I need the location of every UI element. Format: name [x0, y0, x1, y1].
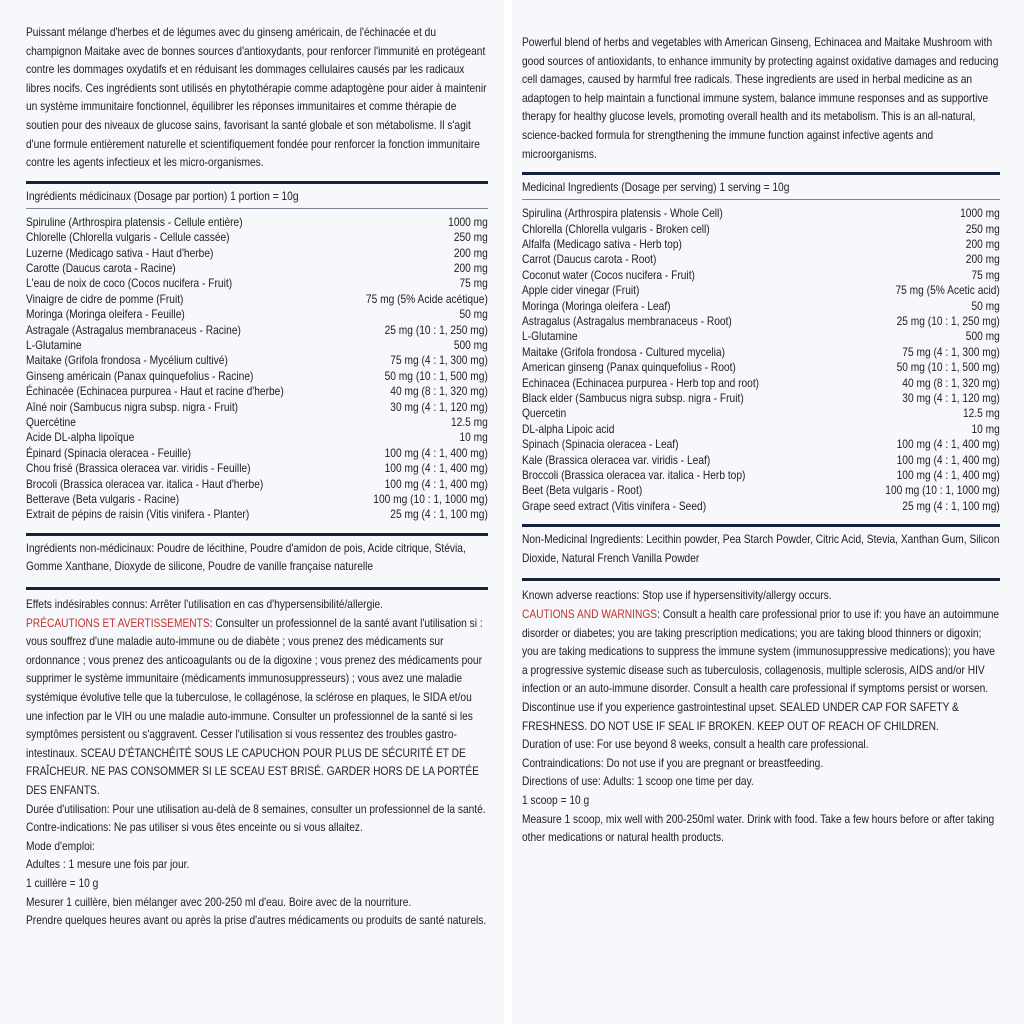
section-rule	[522, 578, 1000, 581]
ingredient-row	[26, 230, 488, 245]
ingredient-name: Grape seed extract (Vitis vinifera - Seed)	[522, 499, 707, 513]
ingredient-name: Carrot (Daucus carota - Root)	[522, 253, 657, 267]
section-rule	[26, 533, 488, 536]
ingredient-dose: 100 mg (4 : 1, 400 mg)	[384, 446, 488, 460]
french-label-panel	[0, 0, 504, 1024]
section-rule-thin	[522, 199, 1000, 200]
ingredient-dose: 200 mg	[965, 237, 1000, 251]
measure-en: Measure 1 scoop, mix well with 200-250ml water. Drink with food. Take a few hours before or after taking other medications or natural health products.	[522, 812, 995, 845]
ingredient-name: American ginseng (Panax quinquefolius - Root)	[522, 361, 736, 375]
ingredients-list-fr	[26, 215, 488, 523]
ingredient-name: Luzerne (Medicago sativa - Haut d'herbe)	[26, 246, 214, 260]
ingredient-dose: 500 mg	[965, 330, 1000, 344]
section-rule	[26, 587, 488, 590]
ingredient-dose: 25 mg (4 : 1, 100 mg)	[902, 499, 1000, 513]
ingredient-dose: 100 mg (4 : 1, 400 mg)	[384, 462, 488, 476]
ingredient-dose: 75 mg (4 : 1, 300 mg)	[902, 345, 1000, 359]
ingredient-row	[522, 329, 1000, 344]
ingredient-row	[522, 468, 1000, 483]
ingredient-dose: 200 mg	[453, 246, 488, 260]
ingredient-name: Échinacée (Echinacea purpurea - Haut et racine d'herbe)	[26, 385, 284, 399]
ingredient-name: Maitake (Grifola frondosa - Mycélium cultivé)	[26, 354, 228, 368]
ingredient-row	[522, 283, 1000, 298]
ingredient-row	[26, 507, 488, 522]
ingredient-dose: 40 mg (8 : 1, 320 mg)	[902, 376, 1000, 390]
ingredient-name: Chlorella (Chlorella vulgaris - Broken cell)	[522, 222, 710, 236]
ingredient-row	[522, 360, 1000, 375]
english-label-panel	[512, 0, 1024, 1024]
scoop-fr: 1 cuillère = 10 g	[26, 876, 99, 890]
adults-fr: Adultes : 1 mesure une fois par jour.	[26, 858, 190, 872]
ingredient-row	[522, 406, 1000, 421]
ingredients-list-en	[522, 206, 1000, 514]
ingredient-dose: 30 mg (4 : 1, 120 mg)	[902, 392, 1000, 406]
caution-label-fr: PRÉCAUTIONS ET AVERTISSEMENTS	[26, 616, 210, 630]
ingredient-dose: 50 mg (10 : 1, 500 mg)	[384, 369, 488, 383]
ingredient-row	[26, 323, 488, 338]
duration-fr: Durée d'utilisation: Pour une utilisation au-delà de 8 semaines, consulter un professionnel de la santé.	[26, 802, 486, 816]
ingredient-row	[26, 415, 488, 430]
ingredient-row	[26, 292, 488, 307]
ingredient-name: Aîné noir (Sambucus nigra subsp. nigra - Fruit)	[26, 400, 239, 414]
adverse-reactions-fr: Effets indésirables connus: Arrêter l'utilisation en cas d'hypersensibilité/allergie.	[26, 598, 384, 612]
ingredient-name: Épinard (Spinacia oleracea - Feuille)	[26, 446, 192, 460]
section-rule	[522, 524, 1000, 527]
ingredient-row	[522, 237, 1000, 252]
ingredient-row	[522, 483, 1000, 498]
non-medicinal-en: Non-Medicinal Ingredients: Lecithin powder, Pea Starch Powder, Citric Acid, Stevia, Xanthan Gum, Silicon Dioxide, Natural French Vanilla Powder	[522, 533, 1000, 565]
ingredient-name: Astragalus (Astragalus membranaceus - Root)	[522, 315, 732, 328]
ingredient-name: Acide DL-alpha lipoïque	[26, 431, 135, 445]
intro-paragraph-en: Powerful blend of herbs and vegetables with American Ginseng, Echinacea and Maitake Mushroom with good sources of antioxidants, to enhance immunity by protecting against oxidative damages and reducing cell damages, caused by harmful free radicals. These ingredients are used in herbal medicine as an adaptogen to help maintain a functional immune system, balance immune responses and as supportive therapy for healthy glucose levels, promoting overall health and its metabolism. This is an all-natural, science-backed formula for strengthening the immune function against infective agents and microorganisms.	[522, 36, 999, 161]
ingredient-dose: 500 mg	[453, 339, 488, 352]
hours-fr: Prendre quelques heures avant ou après la prise d'autres médicaments ou produits de santé naturels.	[26, 914, 487, 928]
ingredient-name: Coconut water (Cocos nucifera - Fruit)	[522, 268, 695, 282]
ingredient-row	[26, 307, 488, 322]
ingredient-row	[26, 477, 488, 492]
ingredient-row	[522, 252, 1000, 267]
warnings-block-fr	[26, 596, 488, 931]
ingredient-name: Chou frisé (Brassica oleracea var. viridis - Feuille)	[26, 462, 251, 476]
ingredient-name: Beet (Beta vulgaris - Root)	[522, 484, 643, 498]
non-medicinal-fr: Ingrédients non-médicinaux: Poudre de lécithine, Poudre d'amidon de pois, Acide citrique, Stévia, Gomme Xanthane, Dioxyde de silicone, Poudre de vanille française naturelle	[26, 541, 466, 574]
ingredient-name: Carotte (Daucus carota - Racine)	[26, 261, 176, 275]
ingredient-name: Betterave (Beta vulgaris - Racine)	[26, 493, 180, 507]
ingredient-dose: 12.5 mg	[962, 407, 1000, 421]
ingredient-dose: 200 mg	[965, 253, 1000, 267]
ingredient-dose: 75 mg	[971, 268, 1000, 282]
ingredient-row	[26, 430, 488, 445]
ingredient-row	[26, 400, 488, 415]
contraindications-en: Contraindications: Do not use if you are pregnant or breastfeeding.	[522, 756, 824, 770]
ingredient-row	[522, 222, 1000, 237]
ingredient-dose: 250 mg	[965, 222, 1000, 236]
ingredient-dose: 1000 mg	[448, 215, 488, 229]
ingredient-dose: 1000 mg	[960, 207, 1000, 221]
ingredient-row	[26, 353, 488, 368]
panel-divider	[504, 0, 512, 1024]
scoop-en: 1 scoop = 10 g	[522, 794, 590, 807]
warnings-block-en	[522, 587, 1000, 847]
ingredient-dose: 100 mg (4 : 1, 400 mg)	[896, 453, 1000, 467]
ingredient-name: L-Glutamine	[522, 330, 578, 344]
directions-label-fr: Mode d'emploi:	[26, 839, 95, 853]
ingredient-name: Vinaigre de cidre de pomme (Fruit)	[26, 292, 184, 306]
ingredients-header-en: Medicinal Ingredients (Dosage per serving) 1 serving = 10g	[522, 181, 790, 195]
ingredient-row	[522, 391, 1000, 406]
ingredient-name: Brocoli (Brassica oleracea var. italica - Haut d'herbe)	[26, 477, 264, 491]
ingredient-name: Moringa (Moringa oleifera - Feuille)	[26, 308, 185, 322]
ingredient-row	[26, 461, 488, 476]
contraindications-fr: Contre-indications: Ne pas utiliser si vous êtes enceinte ou si vous allaitez.	[26, 821, 363, 835]
ingredient-dose: 75 mg (5% Acetic acid)	[895, 284, 1000, 298]
ingredient-name: Broccoli (Brassica oleracea var. italica - Herb top)	[522, 469, 746, 483]
ingredient-dose: 75 mg (4 : 1, 300 mg)	[390, 354, 488, 368]
ingredient-dose: 100 mg (10 : 1, 1000 mg)	[885, 484, 1000, 498]
cautions-fr	[26, 615, 488, 801]
section-rule	[26, 181, 488, 184]
ingredient-row	[26, 492, 488, 507]
ingredient-row	[522, 314, 1000, 329]
ingredient-name: Spirulina (Arthrospira platensis - Whole Cell)	[522, 207, 723, 221]
ingredient-dose: 100 mg (4 : 1, 400 mg)	[896, 469, 1000, 483]
ingredient-row	[522, 499, 1000, 514]
ingredient-name: L'eau de noix de coco (Cocos nucifera - Fruit)	[26, 277, 233, 291]
ingredient-name: Chlorelle (Chlorella vulgaris - Cellule cassée)	[26, 231, 230, 245]
ingredient-name: Kale (Brassica oleracea var. viridis - Leaf)	[522, 453, 711, 467]
ingredient-row	[26, 384, 488, 399]
ingredient-name: Apple cider vinegar (Fruit)	[522, 284, 640, 298]
ingredient-dose: 200 mg	[453, 261, 488, 275]
ingredient-row	[26, 369, 488, 384]
caution-label-en: CAUTIONS AND WARNINGS	[522, 608, 658, 622]
adverse-reactions-en: Known adverse reactions: Stop use if hypersensitivity/allergy occurs.	[522, 589, 832, 603]
ingredient-dose: 75 mg (5% Acide acétique)	[365, 292, 488, 306]
cautions-en	[522, 606, 1000, 736]
ingredient-name: Maitake (Grifola frondosa - Cultured mycelia)	[522, 345, 725, 359]
ingredient-dose: 50 mg	[971, 299, 1000, 313]
ingredient-name: Black elder (Sambucus nigra subsp. nigra - Fruit)	[522, 392, 744, 406]
measure-fr: Mesurer 1 cuillère, bien mélanger avec 200-250 ml d'eau. Boire avec de la nourriture.	[26, 895, 412, 909]
ingredient-name: Spiruline (Arthrospira platensis - Cellule entière)	[26, 215, 243, 229]
ingredient-dose: 50 mg (10 : 1, 500 mg)	[896, 361, 1000, 375]
ingredient-row	[522, 268, 1000, 283]
ingredient-row	[522, 453, 1000, 468]
ingredient-name: Quercétine	[26, 416, 76, 430]
ingredient-name: Alfalfa (Medicago sativa - Herb top)	[522, 237, 682, 251]
ingredient-name: L-Glutamine	[26, 339, 82, 352]
ingredient-dose: 25 mg (10 : 1, 250 mg)	[896, 315, 1000, 328]
ingredient-row	[522, 376, 1000, 391]
ingredient-row	[522, 206, 1000, 221]
ingredient-name: Quercetin	[522, 407, 567, 421]
caution-text-fr: : Consulter un professionnel de la santé avant l'utilisation si : vous souffrez d'une maladie auto-immune ou de diabète ; vous prenez des médicaments sur ordonnance ; vous prenez des anticoagulants ou de la digoxine ; vous prenez des médicaments pour supprimer le système immunitaire (médicaments immunosuppresseurs) ; vous avez une maladie systémique évolutive telle que la tuberculose, le collagénose, la sclérose en plaques, le SIDA et/ou une infection par le VIH ou une maladie auto-immune. Consulter un professionnel de la santé si les symptômes persistent ou s'aggravent. Cesser l'utilisation si vous ressentez des troubles gastro-intestinaux. SCEAU D'ÉTANCHÉITÉ SOUS LE CAPUCHON POUR PLUS DE SÉCURITÉ ET DE FRAÎCHEUR. NE PAS CONSOMMER SI LE SCEAU EST BRISÉ. GARDER HORS DE LA PORTÉE DES ENFANTS.	[26, 616, 483, 797]
ingredient-dose: 25 mg (4 : 1, 100 mg)	[390, 508, 488, 522]
ingredient-name: Spinach (Spinacia oleracea - Leaf)	[522, 438, 679, 452]
ingredient-name: Echinacea (Echinacea purpurea - Herb top and root)	[522, 376, 760, 390]
ingredient-row	[26, 261, 488, 276]
ingredient-dose: 25 mg (10 : 1, 250 mg)	[384, 323, 488, 337]
ingredient-dose: 10 mg	[459, 431, 488, 445]
ingredients-header-fr: Ingrédients médicinaux (Dosage par portion) 1 portion = 10g	[26, 189, 299, 203]
ingredient-name: DL-alpha Lipoic acid	[522, 422, 615, 436]
ingredient-dose: 12.5 mg	[450, 416, 488, 430]
section-rule-thin	[26, 208, 488, 209]
ingredient-row	[26, 276, 488, 291]
ingredient-row	[26, 338, 488, 353]
ingredient-row	[26, 246, 488, 261]
ingredient-name: Ginseng américain (Panax quinquefolius - Racine)	[26, 369, 254, 383]
intro-paragraph-fr: Puissant mélange d'herbes et de légumes avec du ginseng américain, de l'échinacée et du champignon Maitake avec de bonnes sources d'antioxydants, pour renforcer l'immunité en protégeant contre les dommages oxydatifs et en réduisant les dommages cellulaires causés par les radicaux libres nocifs. Ces ingrédients sont utilisés en phytothérapie comme adaptogène pour aider à maintenir un système immunitaire fonctionnel, équilibrer les réponses immunitaires et comme thérapie de soutien pour des niveaux de glucose sains, favorisant la santé globale et son métabolisme. Il s'agit d'une formule entièrement naturelle et scientifiquement fondée pour renforcer la fonction immunitaire contre les agents infectieux et les micro-organismes.	[26, 26, 487, 170]
ingredient-dose: 75 mg	[459, 277, 488, 291]
duration-en: Duration of use: For use beyond 8 weeks, consult a health care professional.	[522, 738, 869, 752]
ingredient-row	[522, 437, 1000, 452]
caution-text-en: : Consult a health care professional prior to use if: you have an autoimmune disorder or diabetes; you are taking prescription medications; you are taking blood thinners or digoxin; you are taking medications to suppress the immune system (immunosuppressive medications); you have a progressive systemic disease such as tuberculosis, collagenosis, multiple sclerosis, AIDS and/or HIV infection or an auto-immune disorder. Consult a health care professional if symptoms persist or worsen. Discontinue use if you experience gastrointestinal upset. SEALED UNDER CAP FOR SAFETY & FRESHNESS. DO NOT USE IF SEAL IF BROKEN. KEEP OUT OF REACH OF CHILDREN.	[522, 608, 1000, 733]
ingredient-dose: 100 mg (10 : 1, 1000 mg)	[373, 493, 488, 507]
directions-en: Directions of use: Adults: 1 scoop one time per day.	[522, 775, 754, 789]
ingredient-dose: 40 mg (8 : 1, 320 mg)	[390, 385, 488, 399]
ingredient-row	[522, 299, 1000, 314]
ingredient-name: Moringa (Moringa oleifera - Leaf)	[522, 299, 671, 313]
ingredient-dose: 10 mg	[971, 422, 1000, 436]
ingredient-row	[522, 345, 1000, 360]
ingredient-row	[26, 215, 488, 230]
ingredient-dose: 100 mg (4 : 1, 400 mg)	[384, 477, 488, 491]
ingredient-row	[522, 422, 1000, 437]
ingredient-name: Astragale (Astragalus membranaceus - Racine)	[26, 323, 241, 337]
section-rule	[522, 172, 1000, 175]
ingredient-dose: 30 mg (4 : 1, 120 mg)	[390, 400, 488, 414]
ingredient-row	[26, 446, 488, 461]
ingredient-dose: 250 mg	[453, 231, 488, 245]
ingredient-dose: 100 mg (4 : 1, 400 mg)	[896, 438, 1000, 452]
ingredient-name: Extrait de pépins de raisin (Vitis vinifera - Planter)	[26, 508, 250, 522]
ingredient-dose: 50 mg	[459, 308, 488, 322]
